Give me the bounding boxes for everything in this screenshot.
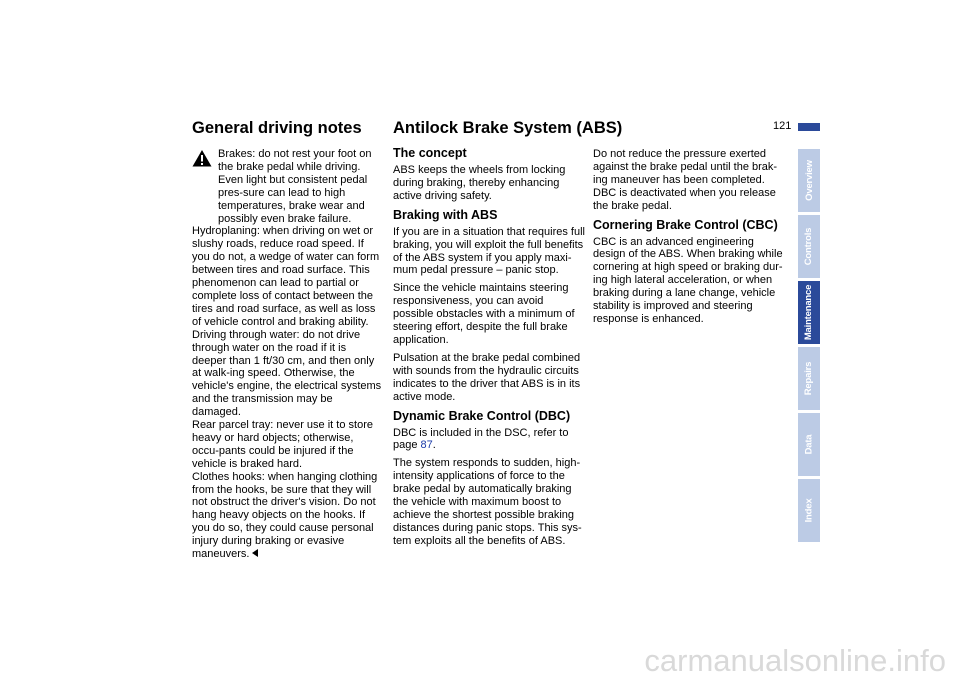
cbc-heading: Cornering Brake Control (CBC) [593,217,778,232]
tab-index-label: Index [803,498,815,523]
right-heading: Antilock Brake System (ABS) [393,119,623,137]
warning-block [192,148,382,561]
tab-maintenance-label: Maintenance [803,284,815,341]
tab-controls-label: Controls [803,227,815,266]
dbc-heading: Dynamic Brake Control (DBC) [393,408,571,423]
tab-controls[interactable] [798,215,820,278]
dbc-p1-end: . [432,439,436,452]
abs-column-2 [593,148,785,331]
braking-p2: Since the vehicle maintains steering responsiveness, you can avoid possible obstacles with a minimum of steering effort, despite the full brake application. [393,282,575,346]
warning-triangle-icon [192,149,212,167]
concept-body: ABS keeps the wheels from locking during braking, thereby enhancing active driving safety. [393,164,566,202]
braking-p3: Pulsation at the brake pedal combined with sounds from the hydraulic circuits indicates to the driver that ABS is in its active mode. [393,351,581,403]
tab-index[interactable] [798,479,820,542]
tab-repairs-label: Repairs [803,361,815,396]
section-tabs [798,149,820,545]
abs-column-1 [393,146,585,553]
tab-overview[interactable] [798,149,820,212]
warning-text-parcel-tray: Rear parcel tray: never use it to store heavy or hard objects; otherwise, occu-pants could be injured if the vehicle is braked hard. [192,419,373,470]
braking-heading: Braking with ABS [393,207,498,222]
dbc-p1 [393,427,585,453]
tab-data-label: Data [803,434,815,455]
braking-p1: If you are in a situation that requires full braking, you will exploit the full benefits of the ABS system if you apply maxi-mum pedal pressure – panic stop. [393,225,585,277]
warning-text-clothes-hooks [192,471,382,561]
page-link-87[interactable]: 87 [420,439,433,452]
page-number: 121 [773,120,792,132]
tab-maintenance[interactable] [798,281,820,344]
tab-repairs[interactable] [798,347,820,410]
tab-overview-label: Overview [803,160,815,201]
dbc-p2: The system responds to sudden, high-intensity applications of force to the brake pedal by automatically braking the vehicle with maximum boost to achieve the shortest possible braking distances during panic stops. This sys-tem exploits all the benefits of ABS. [393,457,582,547]
warning-column [192,148,382,561]
concept-heading: The concept [393,146,467,160]
dbc-continued: Do not reduce the pressure exerted against the brake pedal until the brak-ing maneuver has been completed. DBC is deactivated when you release the brake pedal. [593,148,778,212]
left-heading: General driving notes [192,119,362,137]
page-accent-bar [798,123,820,131]
cbc-body: CBC is an advanced engineering design of the ABS. When braking while cornering at high speed or braking dur-ing high lateral acceleration, or when braking during a lane change, vehicle stability is improved and steering response is enhanced. [593,235,783,325]
warning-text-water: Driving through water: do not drive through water on the road if it is deeper than 1 ft/30 cm, and then only at walk-ing speed. Otherwise, the vehicle's engine, the electrical systems and the transmission may be damaged. [192,328,382,419]
end-of-note-icon [252,549,258,557]
warning-text-brakes: Brakes: do not rest your foot on the brake pedal while driving. Even light but consistent pedal pres-sure can lead to high temperatures, brake wear and possibly even brake failure. [218,148,372,225]
warning-text-hydroplaning: Hydroplaning: when driving on wet or slushy roads, reduce road speed. If you do not, a wedge of water can form between tires and road surface. This phenomenon can lead to partial or complete loss of contact between the tires and road surface, as well as loss of vehicle control and braking ability. [192,225,380,328]
dbc-p1-text: DBC is included in the DSC, refer to page [393,426,569,452]
tab-data[interactable] [798,413,820,476]
warning-text-clothes-hooks-body: Clothes hooks: when hanging clothing from the hooks, be sure that they will not obstruct the driver's vision. Do not hang heavy objects on the hooks. If you do so, they could cause personal injury during braking or evasive maneuvers. [192,470,378,561]
watermark: carmanualsonline.info [644,643,946,678]
